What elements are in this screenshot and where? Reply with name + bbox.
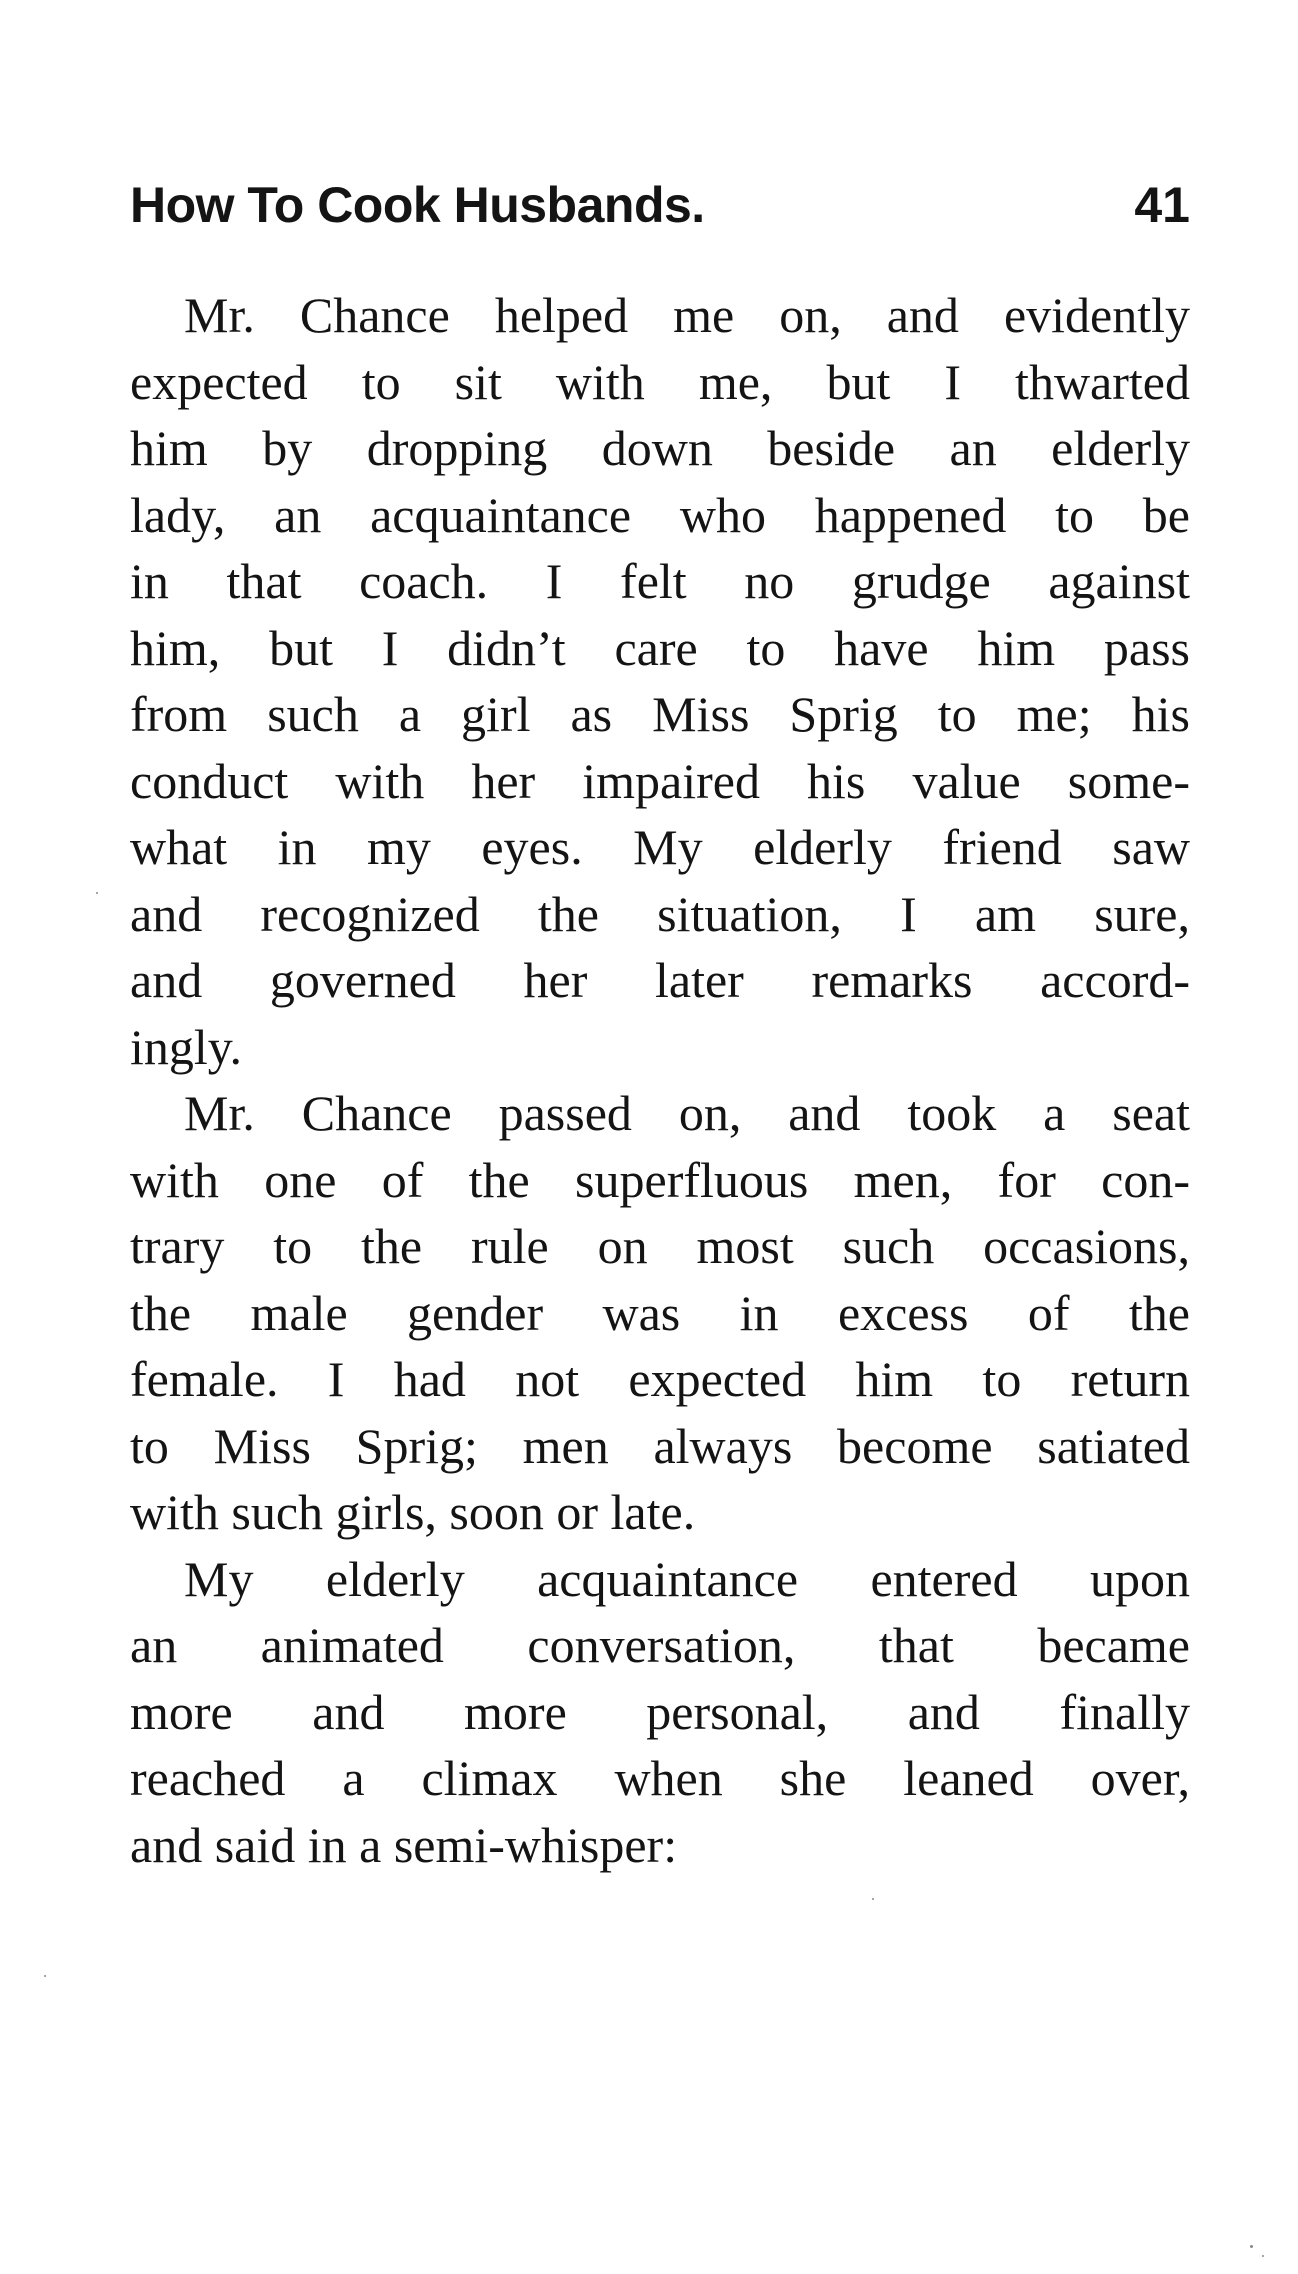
text-line: the male gender was in excess of the: [130, 1284, 1190, 1341]
text-line: trary to the rule on most such occasions,: [130, 1218, 1190, 1274]
scan-speck: [1262, 2255, 1264, 2257]
text-line: and recognized the situation, I am sure,: [130, 885, 1190, 942]
text-line: him by dropping down beside an elderly: [130, 420, 1190, 476]
running-title: How To Cook Husbands.: [130, 177, 705, 233]
text-line: lady, an acquaintance who happened to be: [130, 486, 1190, 543]
text-line: female. I had not expected him to return: [130, 1351, 1190, 1407]
text-line: what in my eyes. My elderly friend saw: [130, 819, 1190, 875]
body-text: [130, 282, 1190, 1878]
text-line: with such girls, soon or late.: [130, 1484, 696, 1540]
text-line: from such a girl as Miss Sprig to me; his: [130, 686, 1190, 742]
paragraph-3: [130, 1546, 1190, 1879]
text-line: with one of the superfluous men, for con-: [130, 1151, 1190, 1208]
paragraph-1: [130, 282, 1190, 1080]
text-line: ingly.: [130, 1018, 243, 1075]
running-head: [130, 170, 1190, 240]
text-line: My elderly acquaintance entered upon: [184, 1550, 1190, 1607]
text-line: more and more personal, and finally: [130, 1683, 1190, 1740]
text-line: reached a climax when she leaned over,: [130, 1750, 1190, 1806]
text-line: him, but I didn’t care to have him pass: [130, 619, 1190, 676]
text-line: and said in a semi-whisper:: [130, 1816, 678, 1873]
scan-speck: [872, 1898, 874, 1900]
page-number: 41: [1134, 177, 1190, 233]
scan-speck: [96, 892, 98, 894]
scan-speck: [44, 1975, 46, 1977]
paragraph-2: [130, 1080, 1190, 1546]
text-line: Mr. Chance helped me on, and evidently: [184, 287, 1190, 343]
scan-speck: [1250, 2245, 1253, 2248]
text-line: conduct with her impaired his value some-: [130, 752, 1190, 809]
text-line: an animated conversation, that became: [130, 1617, 1190, 1673]
text-line: to Miss Sprig; men always become satiated: [130, 1417, 1190, 1474]
text-line: in that coach. I felt no grudge against: [130, 553, 1190, 609]
text-line: and governed her later remarks accord-: [130, 952, 1190, 1008]
text-line: Mr. Chance passed on, and took a seat: [184, 1085, 1190, 1141]
text-line: expected to sit with me, but I thwarted: [130, 353, 1190, 410]
